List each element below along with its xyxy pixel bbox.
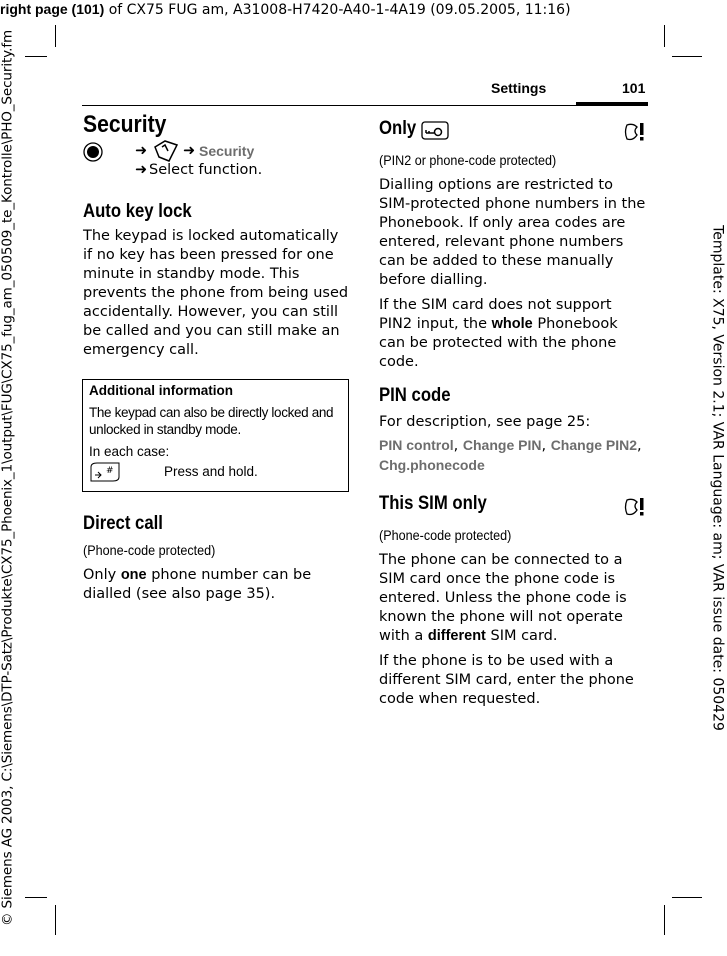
navigation-key-icon	[83, 142, 103, 162]
menu-change-pin: Change PIN	[462, 437, 542, 453]
direct-text-a: Only	[83, 567, 121, 583]
direct-call-text	[83, 566, 351, 604]
sim-text-2: If the phone is to be used with a different SIM card, enter the phone code when requested.	[379, 653, 634, 707]
provider-service-icon	[623, 121, 647, 143]
header-rule-bar	[576, 102, 648, 106]
info-press-row	[89, 461, 342, 483]
key-icon	[421, 121, 449, 141]
direct-call-protection: (Phone-code protected)	[83, 542, 216, 558]
info-title: Additional information	[89, 383, 233, 398]
arrow-3: ➜	[135, 162, 148, 178]
pin-menu-list: PIN control, Change PIN, Change PIN2, Chg.phonecode	[379, 437, 642, 473]
left-column-lower	[83, 514, 351, 610]
arrow-1: ➜	[135, 143, 148, 159]
auto-key-lock-text: The keypad is locked automatically if no key has been pressed for one minute in standby mode. This prevents the phone from being used accidentally. However, you can still be called and you can still make an emergency call.	[83, 228, 349, 358]
only-text: Dialling options are restricted to SIM-protected phone numbers in the Phonebook. If only area codes are entered, relevant phone numbers can be added to these manually before dialling.	[379, 177, 646, 288]
only-title: Only	[379, 118, 417, 139]
pin-code-title: PIN code	[379, 385, 451, 406]
job-header	[0, 0, 571, 19]
sim-protection: (Phone-code protected)	[379, 527, 512, 543]
direct-call-title: Direct call	[83, 513, 163, 534]
svg-text:#: #	[106, 466, 114, 476]
copyright-path: © Siemens AG 2003, C:\Siemens\DTP-Satz\Produkte\CX75_Phoenix_1\output\FUG\CX75_fug_am_050509_te_Kontrolle\PHO_Security.fm	[0, 29, 16, 927]
only-text-2	[379, 296, 647, 372]
direct-text-bold: one	[120, 567, 147, 583]
running-title: Settings	[491, 80, 547, 96]
menu-security: Security	[199, 143, 255, 159]
hash-key-icon	[89, 461, 121, 483]
only-text2-bold: whole	[491, 316, 533, 332]
sim-heading-row	[379, 494, 647, 520]
this-sim-only-title: This SIM only	[379, 493, 487, 514]
right-column	[379, 119, 647, 715]
only-heading-row	[379, 119, 647, 145]
template-info: Template: X75, Version 2.1; VAR Language: am; VAR issue date: 050429	[709, 225, 726, 731]
sim-text-a: The phone can be connected to a SIM card once the phone code is entered. Unless the phone code is known the phone will not operate with a	[379, 552, 627, 644]
menu-path	[83, 139, 351, 189]
menu-chg-phonecode: Chg.phonecode	[379, 457, 485, 473]
sim-text-b: SIM card.	[485, 628, 558, 644]
left-column	[83, 111, 351, 366]
direct-text-b: phone number can be dialled (see also page 35).	[83, 567, 312, 602]
only-protection: (PIN2 or phone-code protected)	[379, 152, 557, 168]
menu-change-pin2: Change PIN2	[550, 437, 638, 453]
menu-pin-control: PIN control	[379, 437, 454, 453]
pin-code-text: For description, see page 25:	[379, 414, 591, 430]
sim-text-bold: different	[427, 628, 486, 644]
header-rule	[82, 105, 648, 106]
provider-service-icon-2	[623, 496, 647, 518]
press-and-hold: Press and hold.	[164, 464, 258, 479]
info-text: The keypad can also be directly locked and unlocked in standby mode.	[89, 405, 334, 437]
sim-text	[379, 551, 647, 646]
auto-key-lock-title: Auto key lock	[83, 201, 192, 222]
info-each: In each case:	[89, 444, 170, 459]
only-text2-a: If the SIM card does not support PIN2 input, the	[379, 297, 612, 332]
arrow-2: ➜	[183, 143, 196, 159]
info-box	[82, 379, 349, 492]
select-function: Select function.	[149, 162, 263, 178]
section-title: Security	[83, 111, 167, 138]
job-header-rest: of CX75 FUG am, A31008-H7420-A40-1-4A19 (09.05.2005, 11:16)	[104, 2, 571, 18]
page-number: 101	[622, 80, 646, 96]
only-text2-b: Phonebook can be protected with the phone code.	[379, 316, 618, 370]
job-header-bold: right page (101)	[0, 1, 105, 17]
